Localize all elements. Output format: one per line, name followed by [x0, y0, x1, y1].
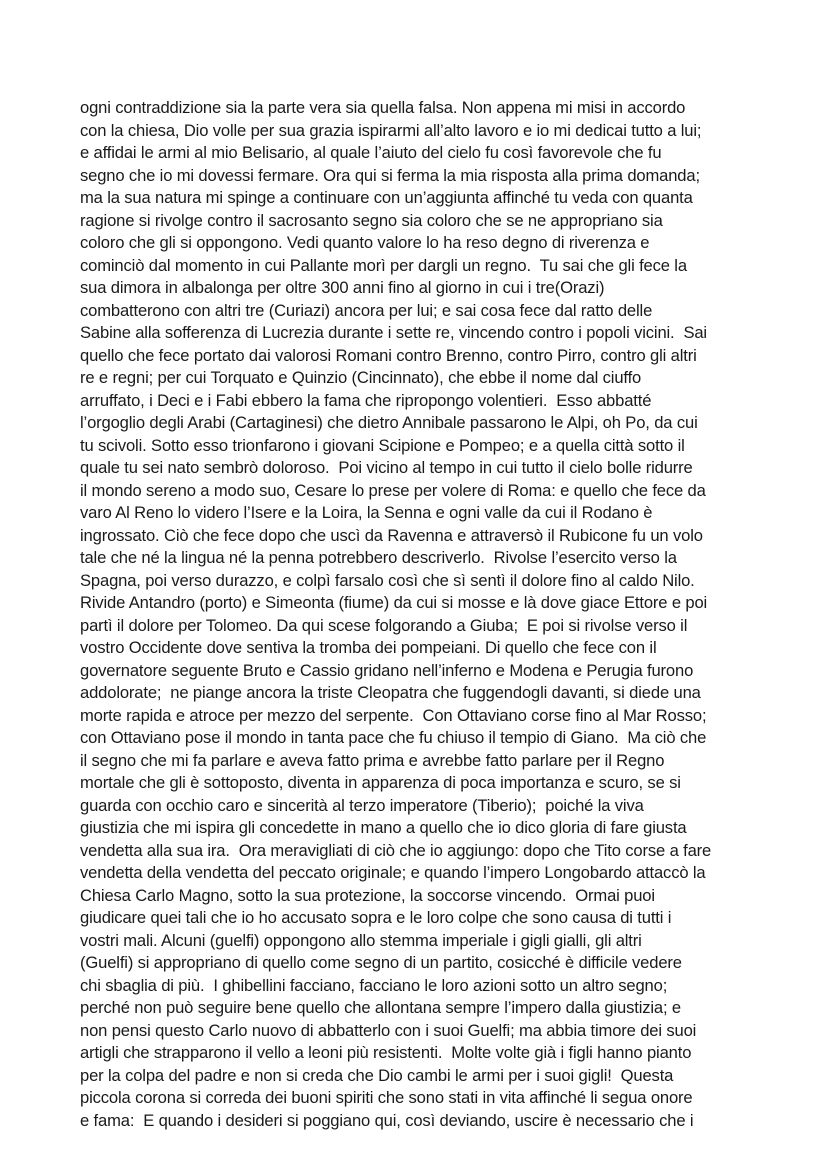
text-line: chi sbaglia di più. I ghibellini facciano, facciano le loro azioni sotto un altro segno; [80, 975, 668, 995]
text-line: perché non può seguire bene quello che allontana sempre l’impero dalla giustizia; e [80, 998, 681, 1017]
text-line: addolorate; ne piange ancora la triste Cleopatra che fuggendogli davanti, si diede una [80, 683, 701, 702]
body-text [80, 97, 800, 1132]
text-line: Spagna, poi verso durazzo, e colpì farsalo così che sì sentì il dolore fino al caldo Nilo. [80, 570, 695, 590]
text-line: vostri mali. Alcuni (guelfi) oppongono allo stemma imperiale i gigli gialli, gli altri [80, 930, 642, 950]
text-line: artigli che strapparono il vello a leoni più resistenti. Molte volte già i figli hanno pianto [80, 1043, 692, 1062]
text-line: giudicare quei tali che io ho accusato sopra e le loro colpe che sono causa di tutti i [80, 908, 672, 927]
text-line: partì il dolore per Tolomeo. Da qui scese folgorando a Giuba; E poi si rivolse verso il [80, 615, 688, 635]
text-line: sua dimora in albalonga per oltre 300 anni fino al giorno in cui i tre(Orazi) [80, 278, 605, 297]
text-line: varo Al Reno lo videro l’Isere e la Loira, la Senna e ogni valle da cui il Rodano è [80, 503, 653, 522]
text-line: Rivide Antandro (porto) e Simeonta (fiume) da cui si mosse e là dove giace Ettore e poi [80, 593, 708, 612]
text-line: Chiesa Carlo Magno, sotto la sua protezione, la soccorse vincendo. Ormai puoi [80, 885, 655, 905]
text-line: combatterono con altri tre (Curiazi) ancora per lui; e sai cosa fece dal ratto delle [80, 300, 653, 320]
text-line: con Ottaviano pose il mondo in tanta pace che fu chiuso il tempio di Giano. Ma ciò che [80, 728, 707, 747]
text-line: guarda con occhio caro e sincerità al terzo imperatore (Tiberio); poiché la viva [80, 795, 644, 815]
text-line: (Guelfi) si appropriano di quello come segno di un partito, cosicché è difficile vedere [80, 953, 682, 972]
text-line: coloro che gli si oppongono. Vedi quanto valore lo ha reso degno di riverenza e [80, 233, 650, 252]
text-line: vostro Occidente dove sentiva la tromba dei pompeiani. Di quello che fece con il [80, 638, 657, 657]
text-line: non pensi questo Carlo nuovo di abbatterlo con i suoi Guelfi; ma abbia timore dei suoi [80, 1020, 697, 1040]
text-line: quello che fece portato dai valorosi Romani contro Brenno, contro Pirro, contro gli altri [80, 345, 697, 365]
text-line: cominciò dal momento in cui Pallante morì per dargli un regno. Tu sai che gli fece la [80, 255, 687, 275]
text-line: vendetta della vendetta del peccato originale; e quando l’impero Longobardo attaccò la [80, 863, 706, 882]
text-line: per la colpa del padre e non si creda che Dio cambi le armi per i suoi gigli! Questa [80, 1065, 674, 1085]
text-line: arruffato, i Deci e i Fabi ebbero la fama che ripropongo volentieri. Esso abbatté [80, 390, 652, 410]
text-line: Sabine alla sofferenza di Lucrezia durante i sette re, vincendo contro i popoli vicini. Sai [80, 323, 707, 342]
text-line: e fama: E quando i desideri si poggiano qui, così deviando, uscire è necessario che i [80, 1110, 694, 1130]
text-line: vendetta alla sua ira. Ora meravigliati di ciò che io aggiungo: dopo che Tito corse a fare [80, 840, 712, 860]
text-line: mortale che gli è sottoposto, diventa in apparenza di poca importanza e scuro, se si [80, 773, 681, 792]
text-line: ragione si rivolge contro il sacrosanto segno sia coloro che se ne appropriano sia [80, 210, 663, 230]
text-line: con la chiesa, Dio volle per sua grazia ispirarmi all’alto lavoro e io mi dedicai tutto a lui; [80, 120, 702, 140]
text-line: giustizia che mi ispira gli concedette in mano a quello che io dico gloria di fare giusta [80, 818, 687, 837]
text-line: ingrossato. Ciò che fece dopo che uscì da Ravenna e attraversò il Rubicone fu un volo [80, 525, 703, 545]
text-line: e affidai le armi al mio Belisario, al quale l’aiuto del cielo fu così favorevole che fu [80, 143, 662, 162]
text-line: tale che né la lingua né la penna potrebbero descriverlo. Rivolse l’esercito verso la [80, 548, 677, 567]
text-line: re e regni; per cui Torquato e Quinzio (Cincinnato), che ebbe il nome dal ciuffo [80, 368, 642, 387]
text-line: il mondo sereno a modo suo, Cesare lo prese per volere di Roma: e quello che fece da [80, 480, 706, 500]
text-line: morte rapida e atroce per mezzo del serpente. Con Ottaviano corse fino al Mar Rosso; [80, 705, 707, 725]
text-line: quale tu sei nato sembrò doloroso. Poi vicino al tempo in cui tutto il cielo bolle ridurre [80, 458, 693, 477]
text-line: segno che io mi dovessi fermare. Ora qui si ferma la mia risposta alla prima domanda; [80, 165, 700, 185]
text-line: tu scivoli. Sotto esso trionfarono i giovani Scipione e Pompeo; e a quella città sotto il [80, 435, 685, 455]
text-line: ma la sua natura mi spinge a continuare con un’aggiunta affinché tu veda con quanta [80, 188, 693, 207]
text-line: il segno che mi fa parlare e aveva fatto prima e avrebbe fatto parlare per il Regno [80, 750, 665, 770]
text-line: l’orgoglio degli Arabi (Cartaginesi) che dietro Annibale passarono le Alpi, oh Po, da cui [80, 413, 698, 432]
text-line: ogni contraddizione sia la parte vera sia quella falsa. Non appena mi misi in accordo [80, 98, 686, 117]
text-line: governatore seguente Bruto e Cassio gridano nell’inferno e Modena e Perugia furono [80, 660, 694, 680]
text-line: piccola corona si correda dei buoni spiriti che sono stati in vita affinché li segua onore [80, 1088, 693, 1107]
